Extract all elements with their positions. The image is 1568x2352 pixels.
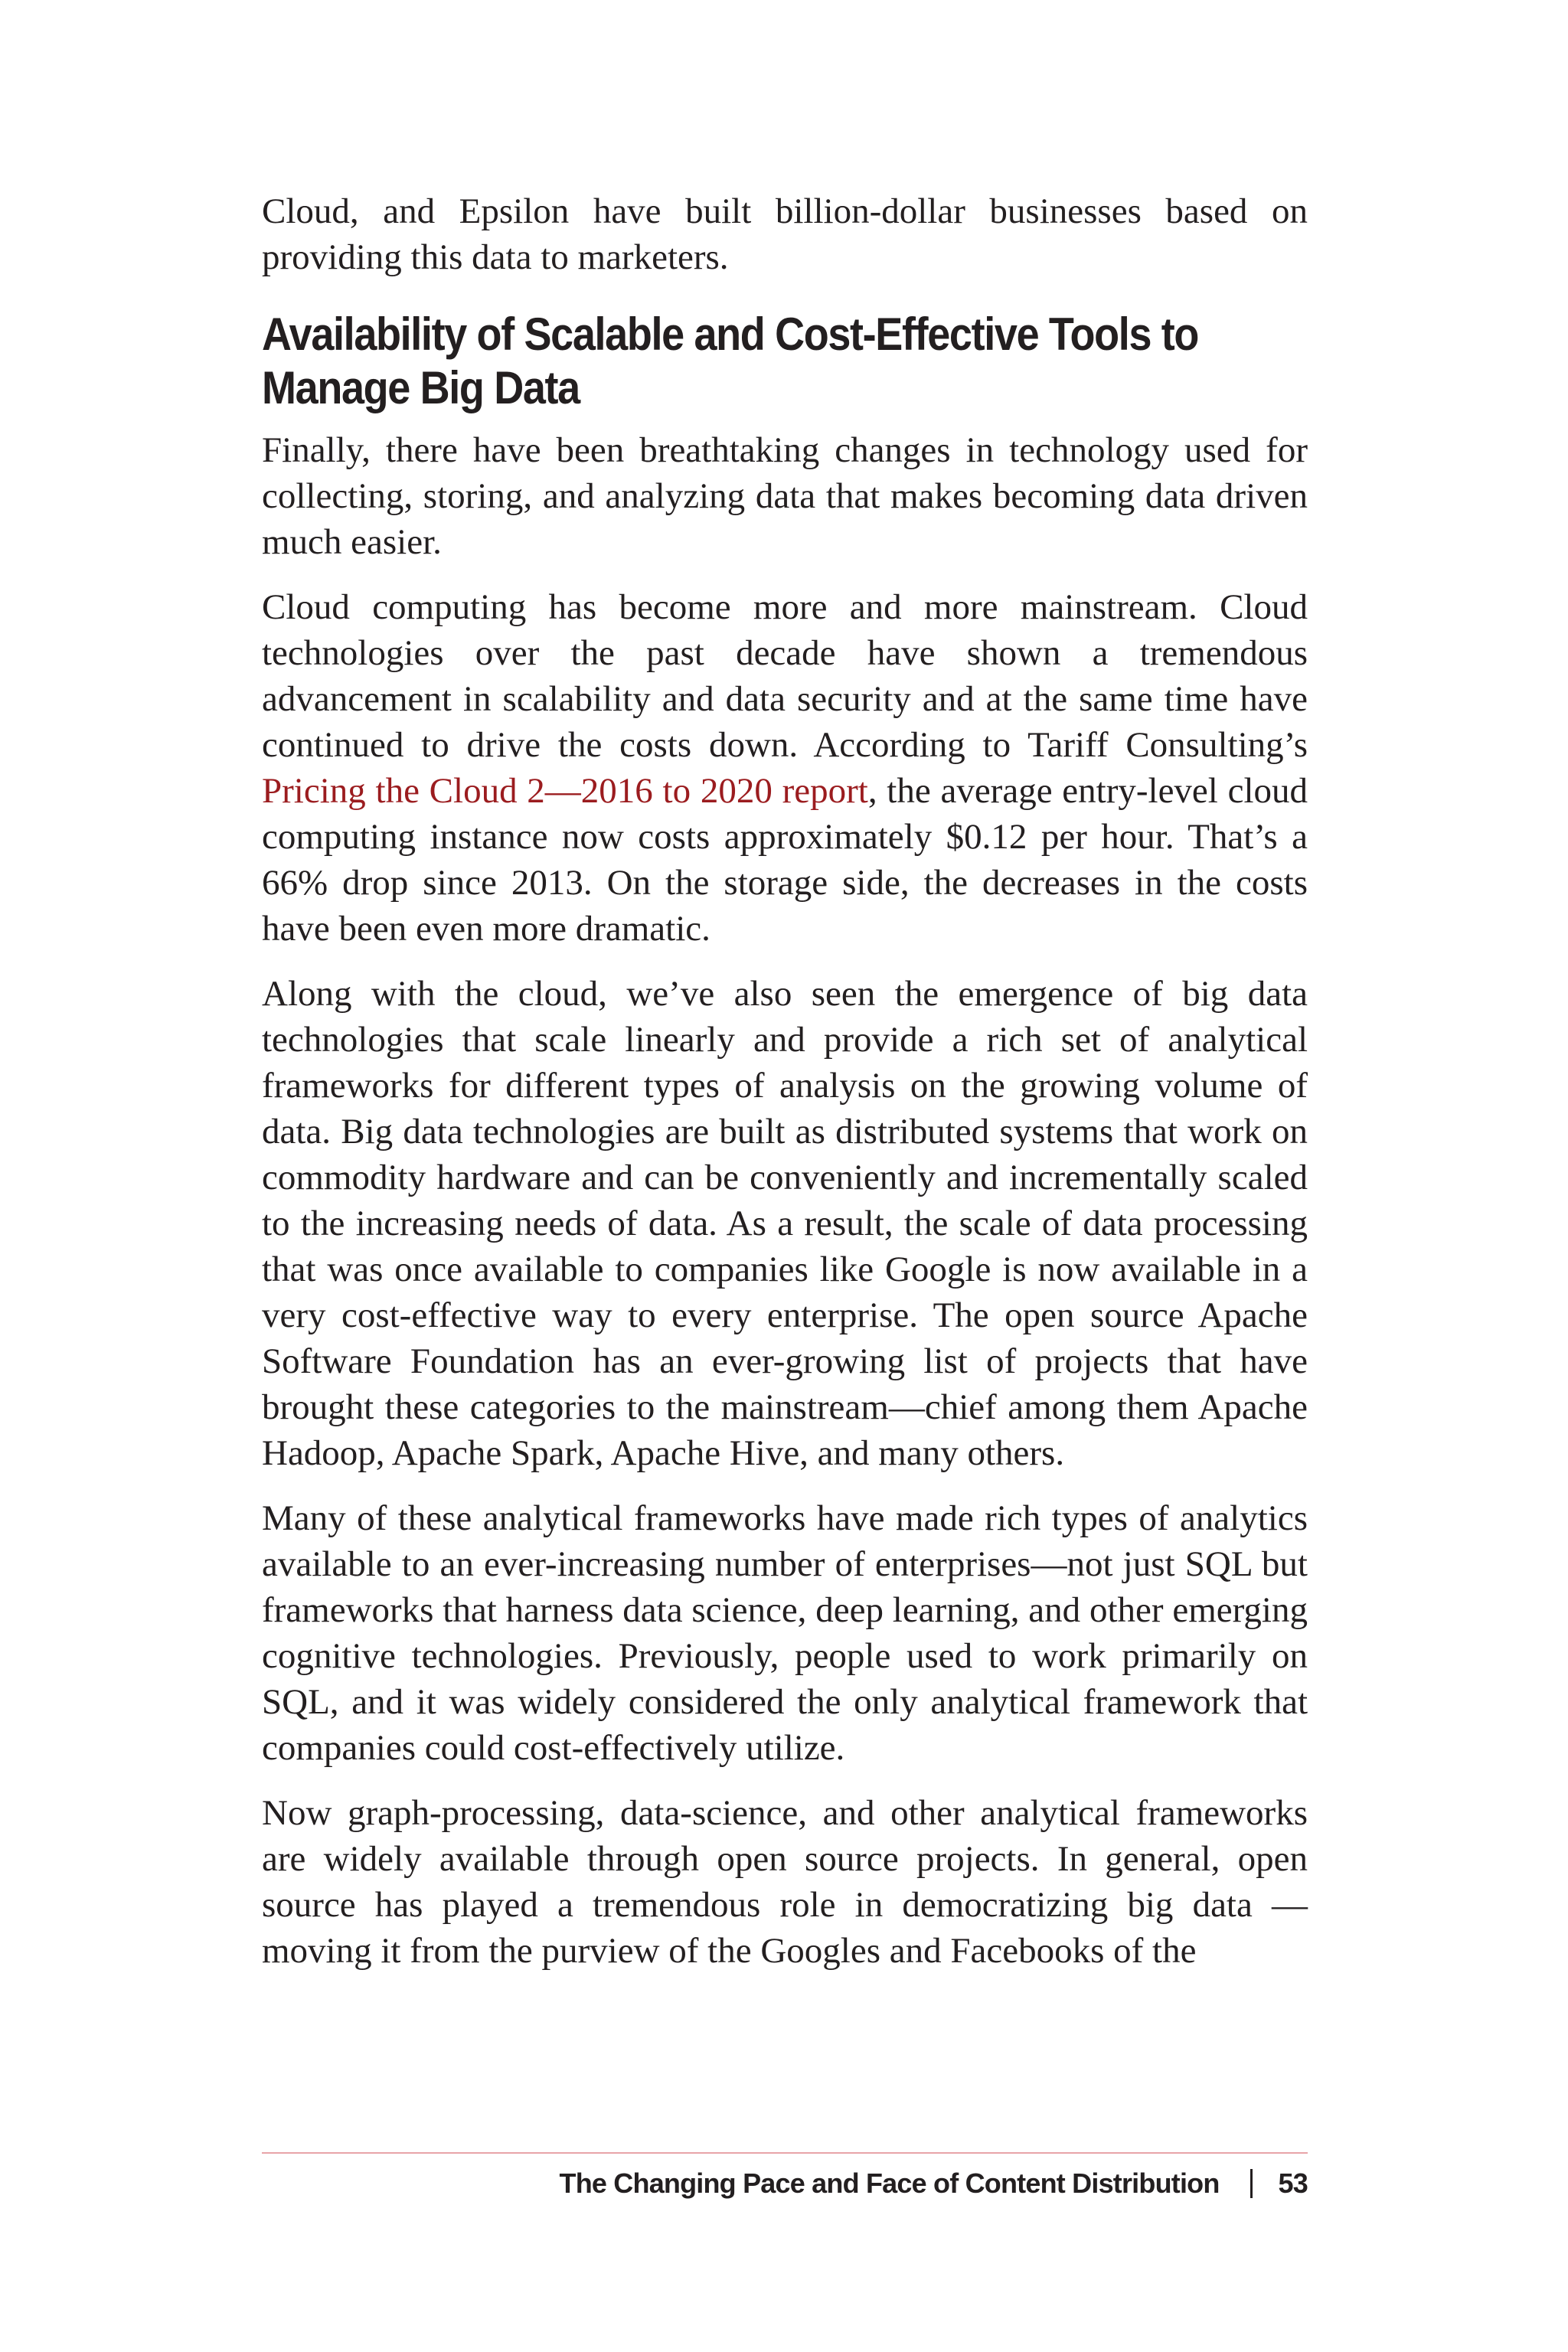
footer-separator [1250,2169,1253,2198]
footer-divider [262,2152,1308,2154]
page-number: 53 [1278,2167,1308,2199]
paragraph-cloud-text-start: Cloud computing has become more and more mainstream. Cloud technologies over the past decade have shown a tremendous advancement in scalability and data security and at the same time have continued to drive the costs down. According to Tariff Consulting’s [262,587,1308,765]
paragraph-analytical-frameworks: Many of these analytical frameworks have made rich types of analytics available to an ever-increasing number of enterprises—not just SQL but frameworks that harness data science, deep learning, and other emerging cognitive technologies. Previously, people used to work primarily on SQL, and it was widely considered the only analytical framework that companies could cost-effectively utilize. [262,1498,1308,1768]
footer-chapter-title: The Changing Pace and Face of Content Distribution [559,2167,1220,2199]
paragraph-continued: Cloud, and Epsilon have built billion-dollar businesses based on providing this data to marketers. [262,191,1308,277]
paragraph-big-data-technologies: Along with the cloud, we’ve also seen the emergence of big data technologies that scale linearly and provide a rich set of analytical frameworks for different types of analysis on the growing volume of data. Big data technologies are built as distributed systems that work on commodity hardware and can be conveniently and incrementally scaled to the increasing needs of data. As a result, the scale of data processing that was once available to companies like Google is now available in a very cost-effective way to every enterprise. The open source Apache Software Foundation has an ever-growing list of projects that have brought these categories to the mainstream—chief among them Apache Hadoop, Apache Spark, Apache Hive, and many others. [262,974,1308,1473]
page-body [262,188,1308,1993]
paragraph-cloud-computing [262,584,1308,952]
paragraph-cloud-text-end: , the average entry-level cloud computing instance now costs approximately $0.12 per hour. That’s a 66% drop since 2013. On the storage side, the decreases in the costs have been even more dramatic. [262,771,1308,949]
running-footer [560,2165,1308,2202]
paragraph-open-source: Now graph-processing, data-science, and other analytical frameworks are widely available through open source projects. In general, open source has played a tremendous role in democratizing big data —moving it from the purview of the Googles and Facebooks of the [262,1793,1308,1971]
section-heading: Availability of Scalable and Cost-Effective Tools to Manage Big Data [262,309,1199,413]
report-link[interactable]: Pricing the Cloud 2—2016 to 2020 report [262,771,868,811]
paragraph-finally: Finally, there have been breathtaking changes in technology used for collecting, storing, and analyzing data that makes becoming data driven much easier. [262,430,1308,562]
